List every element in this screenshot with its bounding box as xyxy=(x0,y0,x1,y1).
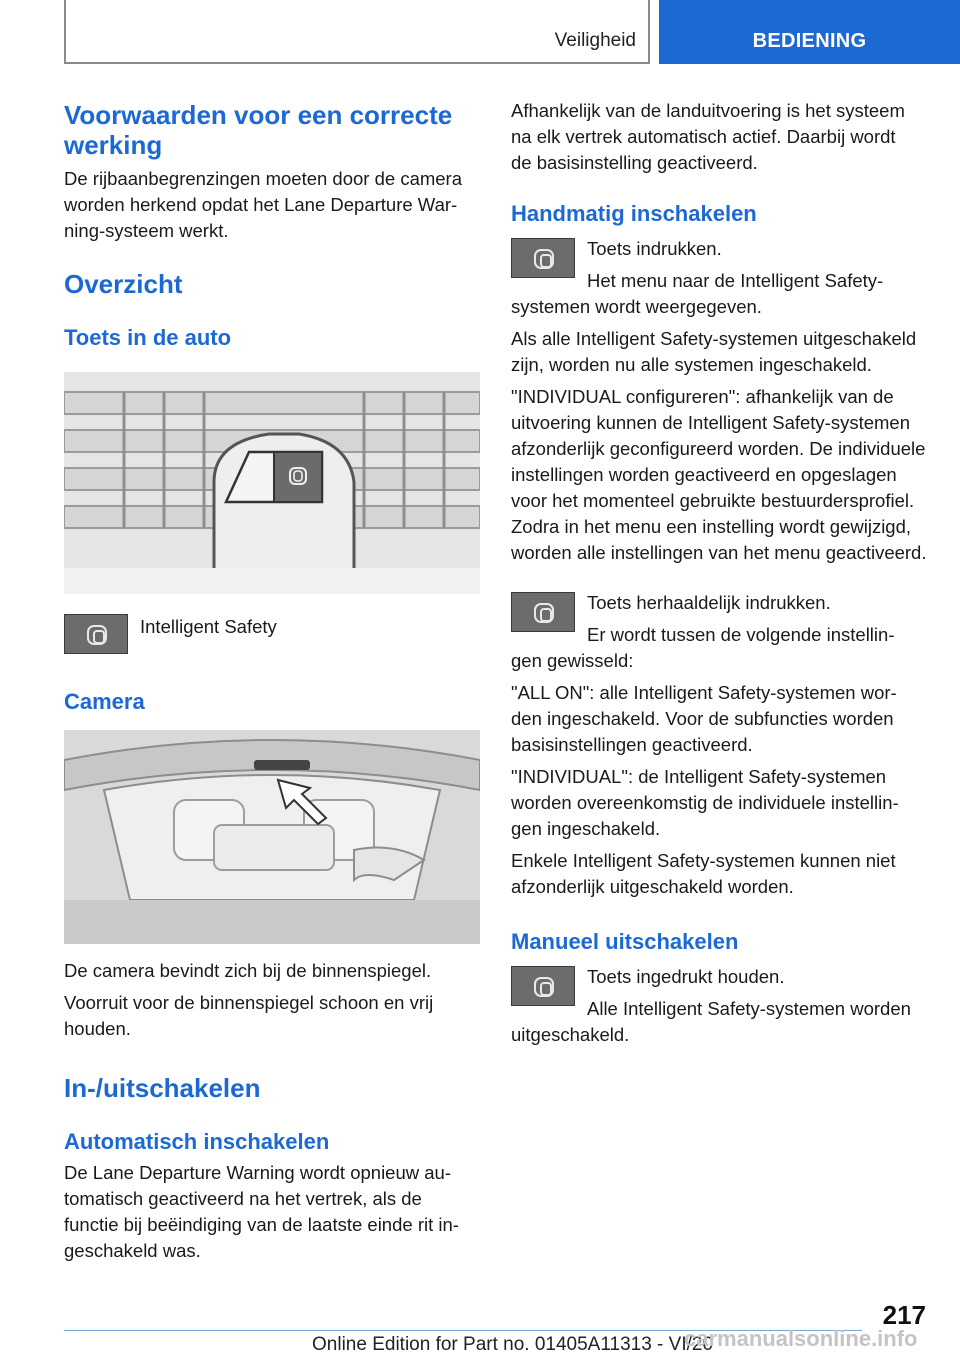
manual-on-step xyxy=(511,236,931,320)
para-all-on: "ALL ON": alle Intelligent Safety-systemen worden ingeschakeld. Voor de subfuncties worden basisinstellingen geactiveerd. xyxy=(511,682,897,755)
heading-manual-off: Manueel uitschakelen xyxy=(511,929,739,954)
right-column xyxy=(511,100,931,1048)
chapter-title: BEDIENING xyxy=(752,30,867,52)
intelligent-safety-button-icon[interactable] xyxy=(511,592,575,632)
section-title: Veiligheid xyxy=(554,30,636,51)
para-individual-config: "INDIVIDUAL configureren": afhankelijk van de uitvoering kunnen de Intelligent Safety-systemen afzonderlijk geconfigureerd worden. De individuele instellingen worden geactiveerd en opgeslagen voor het momenteel gebruikte bestuurdersprofiel. Zodra in het menu een instelling wordt gewijzigd, worden alle instellingen van het menu geactiveerd. xyxy=(511,386,927,563)
chapter-tab[interactable] xyxy=(659,0,960,64)
repeat-step-2: Er wordt tussen de volgende instellingen gewisseld: xyxy=(511,624,895,671)
key-label-intelligent-safety: Intelligent Safety xyxy=(140,616,277,637)
para-country-variant: Afhankelijk van de landuitvoering is het systeem na elk vertrek automatisch actief. Daarbij wordt de basisinstelling geactiveerd. xyxy=(511,100,905,173)
para-individual: "INDIVIDUAL": de Intelligent Safety-systemen worden overeenkomstig de individuele instellingen ingeschakeld. xyxy=(511,766,899,839)
camera-location-illustration xyxy=(64,730,480,944)
dashboard-button-illustration xyxy=(64,372,480,594)
para-all-off: Als alle Intelligent Safety-systemen uitgeschakeld zijn, worden nu alle systemen ingeschakeld. xyxy=(511,328,917,375)
para-camera-location: De camera bevindt zich bij de binnenspiegel. xyxy=(64,960,432,981)
watermark: carmanualsonline.info xyxy=(684,1326,918,1351)
para-conditions: De rijbaanbegrenzingen moeten door de camera worden herkend opdat het Lane Departure Warning-systeem werkt. xyxy=(64,168,463,241)
intelligent-safety-button-icon[interactable] xyxy=(64,614,128,654)
intelligent-safety-button-icon[interactable] xyxy=(511,966,575,1006)
intelligent-safety-button-icon[interactable] xyxy=(511,238,575,278)
left-column xyxy=(64,100,484,1264)
key-row-intelligent-safety xyxy=(64,614,484,658)
heading-camera: Camera xyxy=(64,689,145,714)
manual-off-step-2: Alle Intelligent Safety-systemen worden uitgeschakeld. xyxy=(511,998,911,1045)
repeat-step-1: Toets herhaaldelijk indrukken. xyxy=(587,592,831,613)
manual-off-step-1: Toets ingedrukt houden. xyxy=(587,966,785,987)
heading-button-in-car: Toets in de auto xyxy=(64,325,232,350)
manual-off-step xyxy=(511,964,931,1048)
page-number: 217 xyxy=(882,1300,926,1330)
heading-conditions: Voorwaarden voor een correcte werking xyxy=(64,100,453,160)
manual-on-step-1: Toets indrukken. xyxy=(587,238,722,259)
heading-manual-on: Handmatig inschakelen xyxy=(511,201,757,226)
heading-on-off: In-/uitschakelen xyxy=(64,1073,261,1103)
para-some-systems: Enkele Intelligent Safety-systemen kunnen niet afzonderlijk uitgeschakeld worden. xyxy=(511,850,896,897)
heading-overview: Overzicht xyxy=(64,269,183,299)
para-camera-clean: Voorruit voor de binnenspiegel schoon en vrij houden. xyxy=(64,992,434,1039)
header-box xyxy=(64,0,650,64)
heading-auto-on: Automatisch inschakelen xyxy=(64,1129,330,1154)
repeat-step xyxy=(511,590,931,674)
edition-text: Online Edition for Part no. 01405A11313 - VI/20 xyxy=(312,1334,714,1355)
para-auto-on: De Lane Departure Warning wordt opnieuw automatisch geactiveerd na het vertrek, als de functie bij beëindiging van de laatste einde rit ingeschakeld was. xyxy=(64,1162,459,1261)
manual-on-step-2: Het menu naar de Intelligent Safety-systemen wordt weergegeven. xyxy=(511,270,884,317)
